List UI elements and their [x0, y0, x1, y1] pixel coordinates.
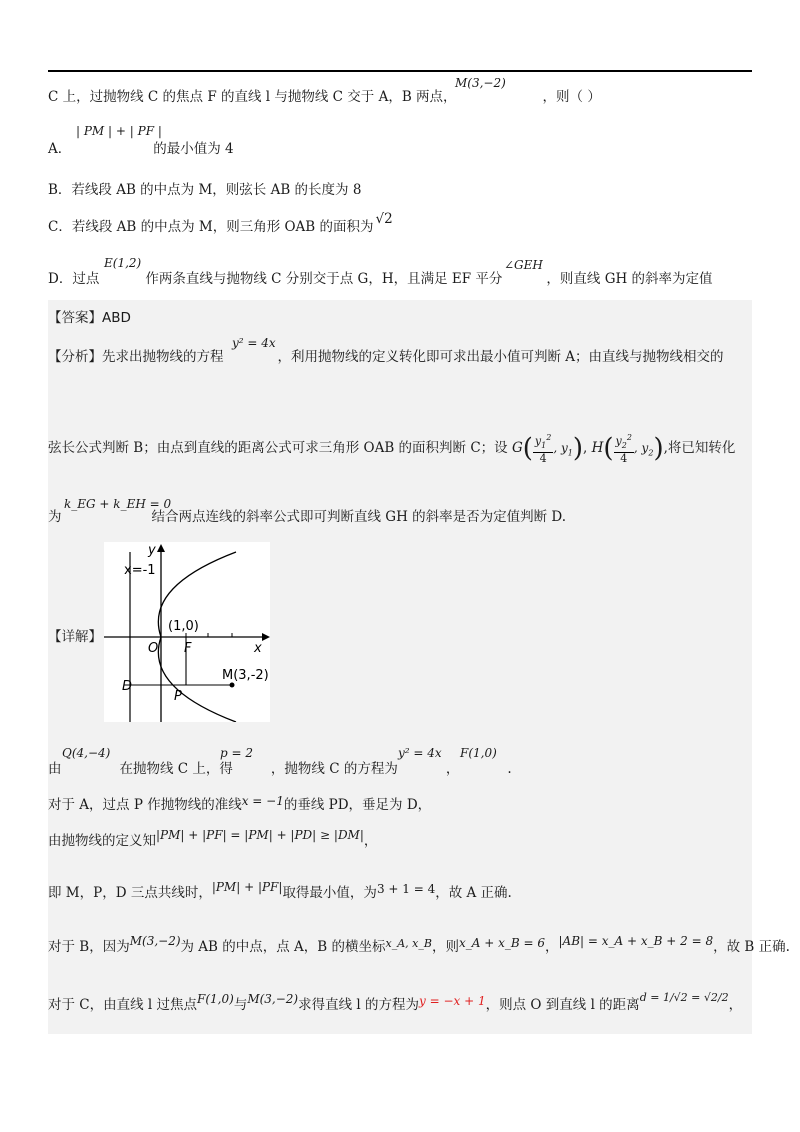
- option-d: D．过点 作两条直线与抛物线 C 分别交于点 G，H，且满足 EF 平分 ，则直线 GH 的斜率为定值: [48, 271, 713, 287]
- math-angle-geh: ∠GEH: [504, 258, 543, 272]
- point-p-label: P: [174, 689, 182, 704]
- option-b: B．若线段 AB 的中点为 M，则弦长 AB 的长度为 8: [48, 182, 362, 198]
- math-p-equals: p = 2: [220, 746, 253, 760]
- solution-line-1: 由 在抛物线 C 上，得 ，抛物线 C 的方程为 ， .: [48, 761, 512, 777]
- solution-line-2: 对于 A，过点 P 作抛物线的准线x = −1的垂线 PD，垂足为 D，: [48, 794, 432, 813]
- y-axis-label: y: [148, 543, 156, 558]
- solution-line-3: 由抛物线的定义知|PM| + |PF| = |PM| + |PD| ≥ |DM|，: [48, 828, 378, 849]
- y-axis-arrow: [157, 544, 165, 552]
- point-m-label: M(3,-2): [222, 668, 269, 683]
- analysis-line-2: 弦长公式判断 B；由点到直线的距离公式可求三角形 OAB 的面积判断 C；设 G( $\frac{y_1^2}{4}$ , $y_1$), H( $\frac{y_2^2}{4}$ , $y_2$),将已知转化: [48, 433, 736, 465]
- header-rule: [48, 70, 752, 72]
- math-focus: F(1,0): [460, 746, 497, 760]
- question-line-1: C 上，过抛物线 C 的焦点 F 的直线 l 与抛物线 C 交于 A，B 两点， ，则（ ）: [48, 89, 601, 105]
- option-c: C．若线段 AB 的中点为 M，则三角形 OAB 的面积为 √2: [48, 211, 393, 235]
- directrix-label: x=-1: [124, 563, 156, 578]
- math-point-m: M(3,−2): [455, 76, 506, 90]
- solution-line-6: 对于 C，由直线 l 过焦点F(1,0)与M(3,−2)求得直线 l 的方程为y = −x + 1，则点 O 到直线 l 的距离$^{d = 1/√2 = √2/2}$，: [48, 991, 743, 1013]
- parabola-svg: [104, 542, 270, 722]
- option-a: A． 的最小值为 4: [48, 141, 234, 157]
- math-slope-sum: k_EG + k_EH = 0: [64, 497, 172, 511]
- analysis-line-3: 为 结合两点连线的斜率公式即可判断直线 GH 的斜率是否为定值判断 D.: [48, 509, 567, 525]
- origin-label: O: [148, 641, 159, 656]
- x-axis-arrow: [262, 633, 270, 641]
- math-parabola-eq-2: y² = 4x: [398, 746, 442, 760]
- math-parabola-eq: y² = 4x: [232, 336, 276, 350]
- detail-label: 【详解】: [48, 629, 102, 645]
- focus-label: F: [184, 641, 192, 656]
- line-l-equation: y = −x + 1: [419, 994, 486, 1008]
- parabola-figure: [104, 542, 270, 722]
- solution-line-4: 即 M，P，D 三点共线时，|PM| + |PF|取得最小值，为3 + 1 = 4，故 A 正确.: [48, 880, 512, 901]
- point-d-label: D: [122, 679, 133, 694]
- solution-line-5: 对于 B，因为M(3,−2)为 AB 的中点，点 A，B 的横坐标$^{x\_A, x\_B}$，则x_A + x_B = 6，|AB| = x_A + x_B + 2 = 8，故 B 正确.: [48, 934, 790, 955]
- x-axis-label: x: [254, 641, 262, 656]
- answer-label: 【答案】ABD: [48, 310, 131, 326]
- math-point-q: Q(4,−4): [62, 746, 111, 760]
- math-point-e: E(1,2): [104, 256, 142, 270]
- analysis-line-1: 【分析】先求出抛物线的方程 ，利用抛物线的定义转化即可求出最小值可判断 A；由直线与抛物线相交的: [48, 349, 724, 365]
- math-pm-pf: | PM | + | PF |: [76, 124, 162, 138]
- point-m-dot: [230, 683, 235, 688]
- focus-coord-label: (1,0): [168, 619, 199, 634]
